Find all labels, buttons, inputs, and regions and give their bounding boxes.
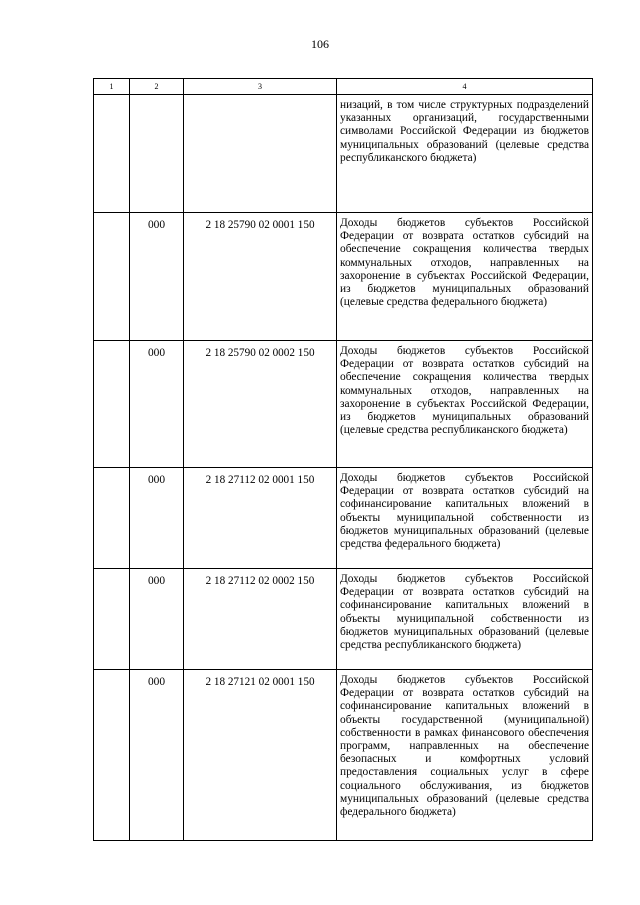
- cell-col1: [94, 569, 130, 670]
- table-row: [94, 670, 593, 841]
- admin-code-cell: 000: [130, 341, 184, 468]
- page-number: 106: [311, 37, 329, 51]
- admin-code-cell: [130, 95, 184, 213]
- cell-col1: [94, 95, 130, 213]
- column-header-4: 4: [337, 79, 593, 95]
- column-header-2: 2: [130, 79, 184, 95]
- table-row: [94, 213, 593, 341]
- budget-code-cell: 2 18 25790 02 0001 150: [184, 213, 337, 341]
- table-row: [94, 569, 593, 670]
- admin-code-cell: 000: [130, 468, 184, 569]
- description-cell: Доходы бюджетов субъектов Российской Федерации от возврата остатков субсидий на софинансирование капитальных вложений в объекты муниципальной собственности из бюджетов муниципальных образований (целевые средства республиканского бюджета): [337, 569, 593, 670]
- cell-col1: [94, 213, 130, 341]
- budget-code-cell: [184, 95, 337, 213]
- table-header-row: [94, 79, 593, 95]
- cell-col1: [94, 670, 130, 841]
- description-cell: Доходы бюджетов субъектов Российской Федерации от возврата остатков субсидий на софинансирование капитальных вложений в объекты муниципальной собственности из бюджетов муниципальных образований (целевые средства федерального бюджета): [337, 468, 593, 569]
- revenue-classification-table: [93, 78, 593, 841]
- admin-code-cell: 000: [130, 670, 184, 841]
- cell-col1: [94, 468, 130, 569]
- budget-code-cell: 2 18 27112 02 0002 150: [184, 569, 337, 670]
- budget-code-cell: 2 18 27121 02 0001 150: [184, 670, 337, 841]
- column-header-1: 1: [94, 79, 130, 95]
- admin-code-cell: 000: [130, 569, 184, 670]
- description-cell: Доходы бюджетов субъектов Российской Федерации от возврата остатков субсидий на обеспечение сокращения количества твердых коммунальных отходов, направленных на захоронение в субъектах Российской Федерации, из бюджетов муниципальных образований (целевые средства республиканского бюджета): [337, 341, 593, 468]
- budget-code-cell: 2 18 25790 02 0002 150: [184, 341, 337, 468]
- table-row: [94, 468, 593, 569]
- budget-code-cell: 2 18 27112 02 0001 150: [184, 468, 337, 569]
- column-header-3: 3: [184, 79, 337, 95]
- table-row: [94, 95, 593, 213]
- description-cell: низаций, в том числе структурных подразделений указанных организаций, государственными символами Российской Федерации из бюджетов муниципальных образований (целевые средства республиканского бюджета): [337, 95, 593, 213]
- table-row: [94, 341, 593, 468]
- admin-code-cell: 000: [130, 213, 184, 341]
- description-cell: Доходы бюджетов субъектов Российской Федерации от возврата остатков субсидий на обеспечение сокращения количества твердых коммунальных отходов, направленных на захоронение в субъектах Российской Федерации, из бюджетов муниципальных образований (целевые средства федерального бюджета): [337, 213, 593, 341]
- description-cell: Доходы бюджетов субъектов Российской Федерации от возврата остатков субсидий на софинансирование капитальных вложений в объекты государственной (муниципальной) собственности в рамках финансового обеспечения программ, направленных на обеспечение безопасных и комфортных условий предоставления социальных услуг в сфере социального обслуживания, из бюджетов муниципальных образований (целевые средства федерального бюджета): [337, 670, 593, 841]
- cell-col1: [94, 341, 130, 468]
